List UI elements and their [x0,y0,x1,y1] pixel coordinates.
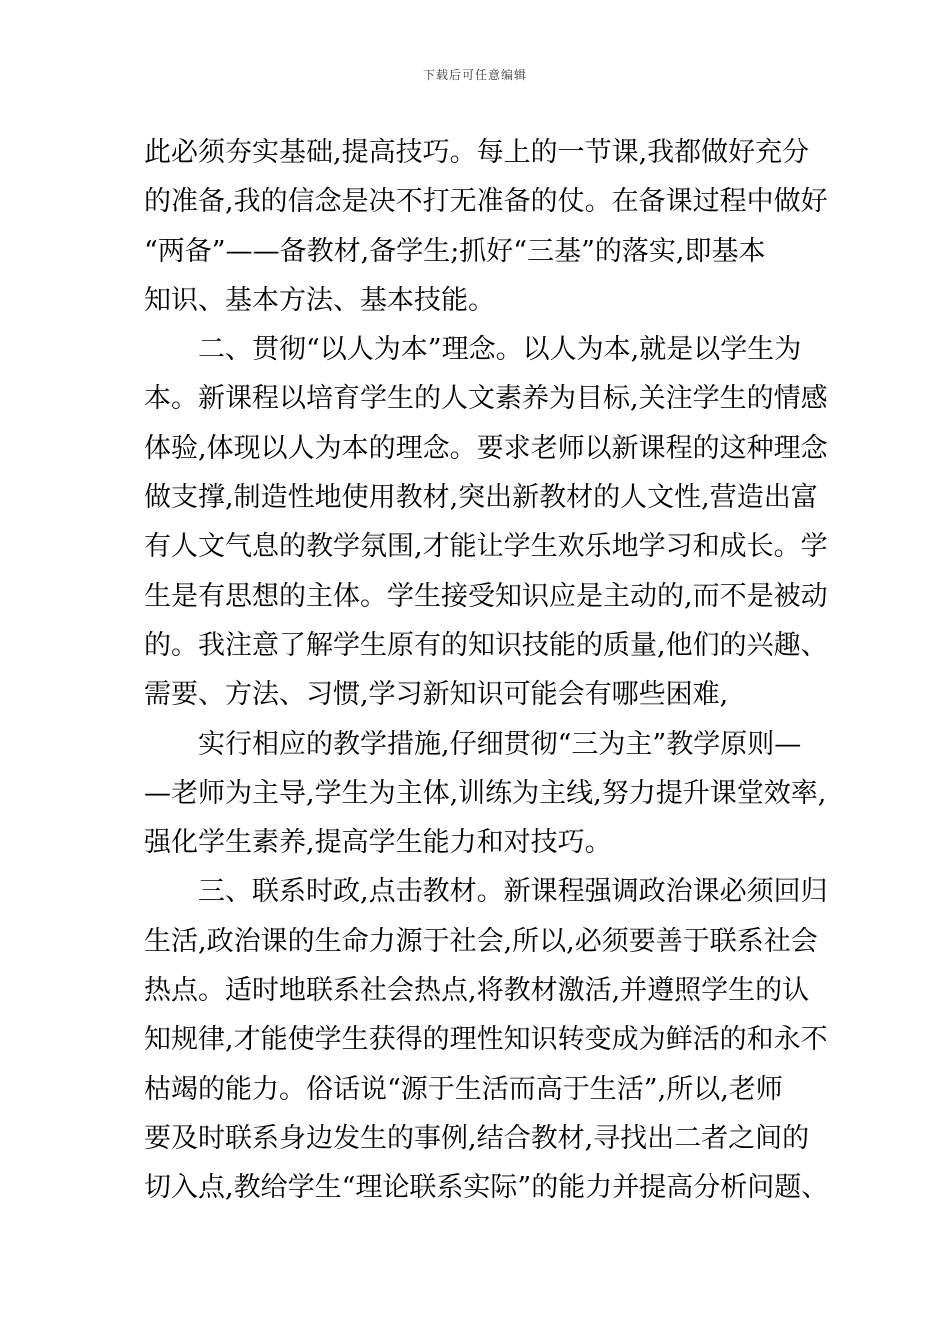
text-line: 做支撑,制造性地使用教材,突出新教材的人文性,营造出富 [144,482,818,514]
text-line: 要及时联系身边发生的事例,结合教材,寻找出二者之间的 [144,1122,810,1154]
text-line: 切入点,教给学生“理论联系实际”的能力并提高分析问题、 [144,1172,829,1204]
page-header: 下载后可任意编辑 [422,68,527,82]
text-line: 实行相应的教学措施,仔细贯彻“三为主”教学原则— [144,728,802,760]
text-line: 知规律,才能使学生获得的理性知识转变成为鲜活的和永不 [144,1024,828,1056]
text-line: 强化学生素养,提高学生能力和对技巧。 [144,827,612,859]
text-line: 知识、基本方法、基本技能。 [144,284,495,316]
text-line: 本。新课程以培育学生的人文素养为目标,关注学生的情感 [144,383,828,415]
body-text [144,128,829,1213]
text-line: 体验,体现以人为本的理念。要求老师以新课程的这种理念 [144,432,828,464]
text-line: 需要、方法、习惯,学习新知识可能会有哪些困难, [144,679,729,711]
text-line: —老师为主导,学生为主体,训练为主线,努力提升课堂效率, [144,777,827,809]
text-line: 生是有思想的主体。学生接受知识应是主动的,而不是被动 [144,580,828,612]
text-line: 枯竭的能力。俗话说“源于生活而高于生活”,所以,老师 [144,1073,783,1105]
text-line: 有人文气息的教学氛围,才能让学生欢乐地学习和成长。学 [144,531,828,563]
text-line: “两备”——备教材,备学生;抓好“三基”的落实,即基本 [144,235,766,267]
text-line: 生活,政治课的生命力源于社会,所以,必须要善于联系社会 [144,925,818,957]
text-line: 的。我注意了解学生原有的知识技能的质量,他们的兴趣、 [144,629,828,661]
text-line: 此必须夯实基础,提高技巧。每上的一节课,我都做好充分 [144,137,810,168]
text-line: 三、联系时政,点击教材。新课程强调政治课必须回归 [144,876,828,908]
text-line: 的准备,我的信念是决不打无准备的仗。在备课过程中做好 [144,186,828,218]
text-line: 二、贯彻“以人为本”理念。以人为本,就是以学生为 [144,334,802,366]
text-line: 热点。适时地联系社会热点,将教材激活,并遵照学生的认 [144,975,810,1007]
